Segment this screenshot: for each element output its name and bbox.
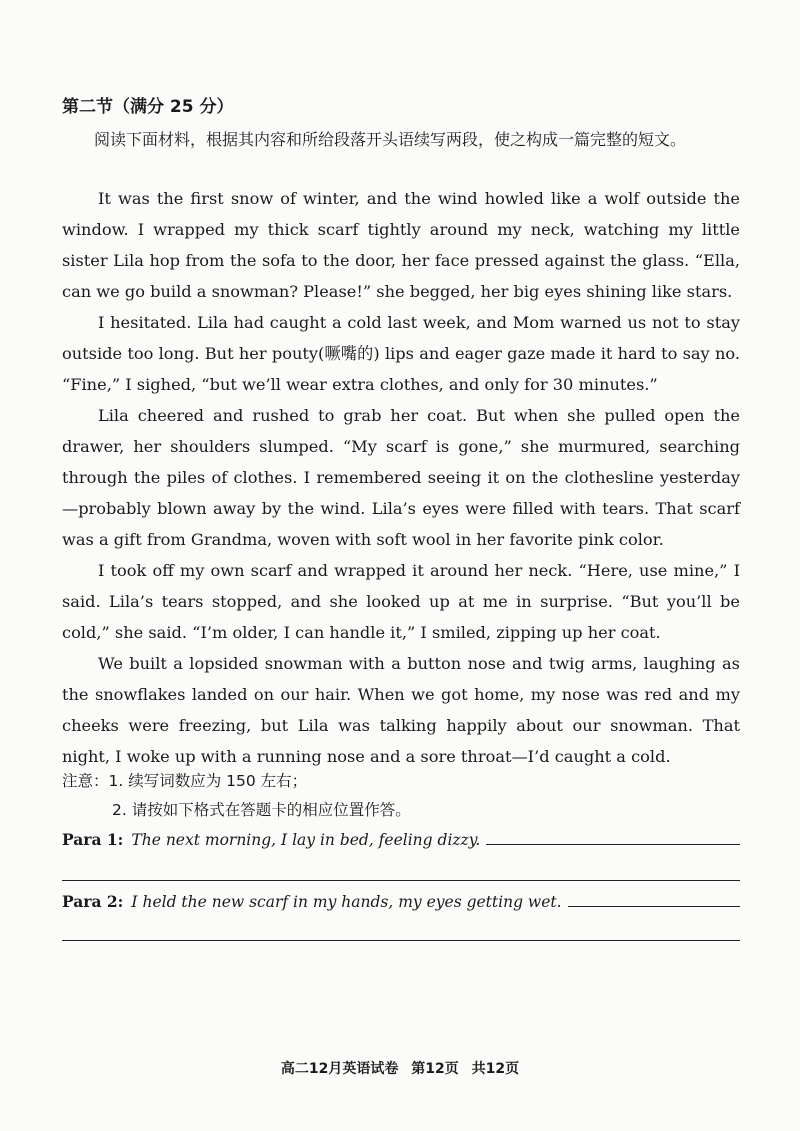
page-footer [0,1058,800,1078]
para-2-text: I held the new scarf in my hands, my eyes getting wet. [131,893,562,911]
para-1-label: Para 1: [62,830,124,849]
answer-rule-1[interactable] [62,880,740,881]
para-1-text: The next morning, I lay in bed, feeling dizzy. [131,831,481,849]
story-paragraph-4: I took off my own scarf and wrapped it around her neck. “Here, use mine,” I said. Lila’s tears stopped, and she looked up at me in surprise. “But you’ll be cold,” she said. “I’m older, I can handle it,” I smiled, zipping up her coat. [62,561,740,642]
para-1-answer-line[interactable] [486,843,740,845]
para-2-prompt [62,892,740,911]
footer-title: 高二12月英语试卷 [280,1061,399,1077]
section-title: 第二节（满分 25 分） [62,97,234,117]
instructions: 阅读下面材料，根据其内容和所给段落开头语续写两段，使之构成一篇完整的短文。 [94,130,687,149]
para-1-prompt [62,830,740,849]
answer-rule-2[interactable] [62,940,740,941]
story-paragraph-1: It was the first snow of winter, and the wind howled like a wolf outside the window. I wrapped my thick scarf tightly around my neck, watching my little sister Lila hop from the sofa to the door, her face pressed against the glass. “Ella, can we go build a snowman? Please!” she begged, her big eyes shining like stars. [62,189,740,301]
para-2-label: Para 2: [62,892,124,911]
note-line-2: 2. 请按如下格式在答题卡的相应位置作答。 [112,801,411,819]
footer-total: 共12页 [471,1061,520,1077]
note-line-1: 注意：1. 续写词数应为 150 左右； [62,772,308,790]
story-passage [62,183,740,772]
para-2-answer-line[interactable] [568,905,740,907]
story-paragraph-3: Lila cheered and rushed to grab her coat. But when she pulled open the drawer, her shoulders slumped. “My scarf is gone,” she murmured, searching through the piles of clothes. I remembered seeing it on the clothesline yesterday—probably blown away by the wind. Lila’s eyes were filled with tears. That scarf was a gift from Grandma, woven with soft wool in her favorite pink color. [62,406,740,549]
notes [62,767,742,825]
story-paragraph-5: We built a lopsided snowman with a button nose and twig arms, laughing as the snowflakes landed on our hair. When we got home, my nose was red and my cheeks were freezing, but Lila was talking happily about our snowman. That night, I woke up with a running nose and a sore throat—I’d caught a cold. [62,654,740,766]
story-paragraph-2: I hesitated. Lila had caught a cold last week, and Mom warned us not to stay outside too long. But her pouty(噘嘴的) lips and eager gaze made it hard to say no. “Fine,” I sighed, “but we’ll wear extra clothes, and only for 30 minutes.” [62,313,740,394]
footer-page: 第12页 [411,1061,459,1077]
